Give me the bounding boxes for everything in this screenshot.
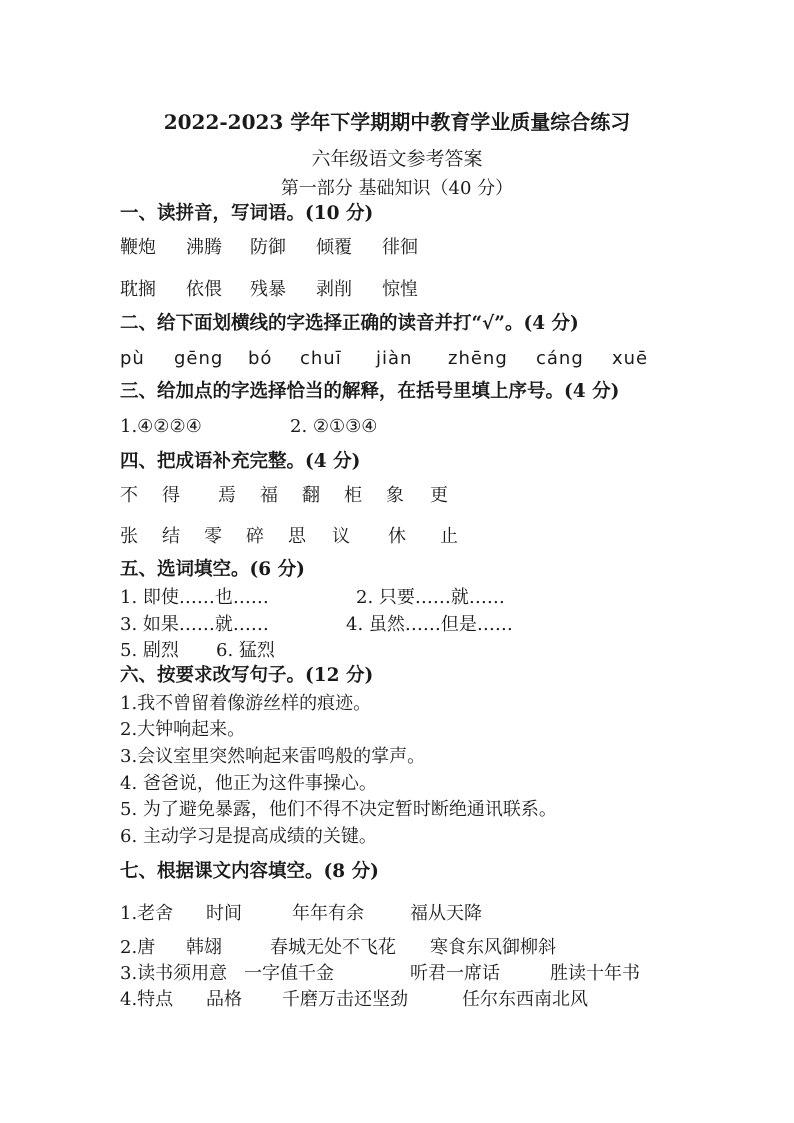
section-5-title: 五、选词填空。(6 分) xyxy=(120,559,305,580)
part-heading: 第一部分 基础知识（40 分） xyxy=(280,178,514,199)
pinyin-answer: bó xyxy=(248,348,273,369)
answer-5: 5. 剧烈 xyxy=(120,640,179,661)
answer-3: 3. 如果……就…… xyxy=(120,614,269,635)
answer-4: 4. 虽然……但是…… xyxy=(346,614,513,635)
idiom-char: 焉 xyxy=(218,485,236,506)
idiom-char: 碎 xyxy=(246,526,264,547)
section-4-title: 四、把成语补充完整。(4 分) xyxy=(120,451,361,472)
answer-word: 沸腾 xyxy=(186,237,222,258)
pinyin-answer: pù xyxy=(120,348,145,369)
answer-1: 1. 即使……也…… xyxy=(120,587,269,608)
fill-answer: 2.唐 xyxy=(120,937,156,958)
answer-word: 耽搁 xyxy=(120,279,156,300)
idiom-char: 象 xyxy=(386,485,404,506)
sentence-answer: 4. 爸爸说，他正为这件事操心。 xyxy=(120,773,377,794)
idiom-char: 休 xyxy=(388,526,406,547)
fill-answer: 任尔东西南北风 xyxy=(462,989,588,1010)
idiom-char: 零 xyxy=(204,526,222,547)
sentence-answer: 5. 为了避免暴露，他们不得不决定暂时断绝通讯联系。 xyxy=(120,799,557,820)
sentence-answer: 1.我不曾留着像游丝样的痕迹。 xyxy=(120,693,372,714)
sentence-answer: 6. 主动学习是提高成绩的关键。 xyxy=(120,826,377,847)
idiom-char: 更 xyxy=(430,485,448,506)
answer-word: 鞭炮 xyxy=(120,237,156,258)
fill-answer: 时间 xyxy=(206,903,242,924)
answer-word: 剥削 xyxy=(316,279,352,300)
fill-answer: 4.特点 xyxy=(120,989,174,1010)
section-6-title: 六、按要求改写句子。(12 分) xyxy=(120,665,374,686)
fill-answer: 品格 xyxy=(206,989,242,1010)
answer-2: 2. 只要……就…… xyxy=(356,587,505,608)
answer-word: 倾覆 xyxy=(316,237,352,258)
answer-word: 依偎 xyxy=(186,279,222,300)
answer-2: 2. ②①③④ xyxy=(290,416,378,437)
pinyin-answer: cáng xyxy=(536,348,584,369)
answer-word: 徘徊 xyxy=(382,237,418,258)
idiom-char: 张 xyxy=(120,526,138,547)
answer-1: 1.④②②④ xyxy=(120,416,202,437)
page-subtitle: 六年级语文参考答案 xyxy=(311,148,483,170)
pinyin-answer: zhēng xyxy=(448,348,508,369)
idiom-char: 翻 xyxy=(302,485,320,506)
fill-answer: 胜读十年书 xyxy=(550,963,640,984)
answer-word: 防御 xyxy=(250,237,286,258)
fill-answer: 春城无处不飞花 xyxy=(270,937,396,958)
idiom-char: 不 xyxy=(120,485,138,506)
page-title: 2022-2023 学年下学期期中教育学业质量综合练习 xyxy=(163,110,631,134)
answer-6: 6. 猛烈 xyxy=(216,640,275,661)
section-2-title: 二、给下面划横线的字选择正确的读音并打“√”。(4 分) xyxy=(120,313,579,334)
idiom-char: 议 xyxy=(332,526,350,547)
sentence-answer: 3.会议室里突然响起来雷鸣般的掌声。 xyxy=(120,746,426,767)
section-7-title: 七、根据课文内容填空。(8 分) xyxy=(120,861,379,882)
idiom-char: 福 xyxy=(260,485,278,506)
fill-answer: 听君一席话 xyxy=(410,963,500,984)
idiom-char: 思 xyxy=(288,526,306,547)
fill-answer: 3.读书须用意 xyxy=(120,963,228,984)
pinyin-answer: xuē xyxy=(612,348,649,369)
fill-answer: 一字值千金 xyxy=(244,963,334,984)
pinyin-answer: chuī xyxy=(300,348,342,369)
fill-answer: 1.老舍 xyxy=(120,903,174,924)
fill-answer: 福从天降 xyxy=(410,903,482,924)
fill-answer: 寒食东风御柳斜 xyxy=(430,937,556,958)
section-3-title: 三、给加点的字选择恰当的解释，在括号里填上序号。(4 分) xyxy=(120,381,620,402)
fill-answer: 年年有余 xyxy=(292,903,364,924)
pinyin-answer: gēng xyxy=(174,348,224,369)
sentence-answer: 2.大钟响起来。 xyxy=(120,719,246,740)
pinyin-answer: jiàn xyxy=(376,348,413,369)
fill-answer: 韩翃 xyxy=(186,937,222,958)
idiom-char: 柜 xyxy=(344,485,362,506)
section-1-title: 一、读拼音，写词语。(10 分) xyxy=(120,203,374,224)
idiom-char: 得 xyxy=(162,485,180,506)
idiom-char: 止 xyxy=(440,526,458,547)
answer-word: 惊惶 xyxy=(382,279,418,300)
fill-answer: 千磨万击还坚劲 xyxy=(282,989,408,1010)
idiom-char: 结 xyxy=(162,526,180,547)
answer-word: 残暴 xyxy=(250,279,286,300)
